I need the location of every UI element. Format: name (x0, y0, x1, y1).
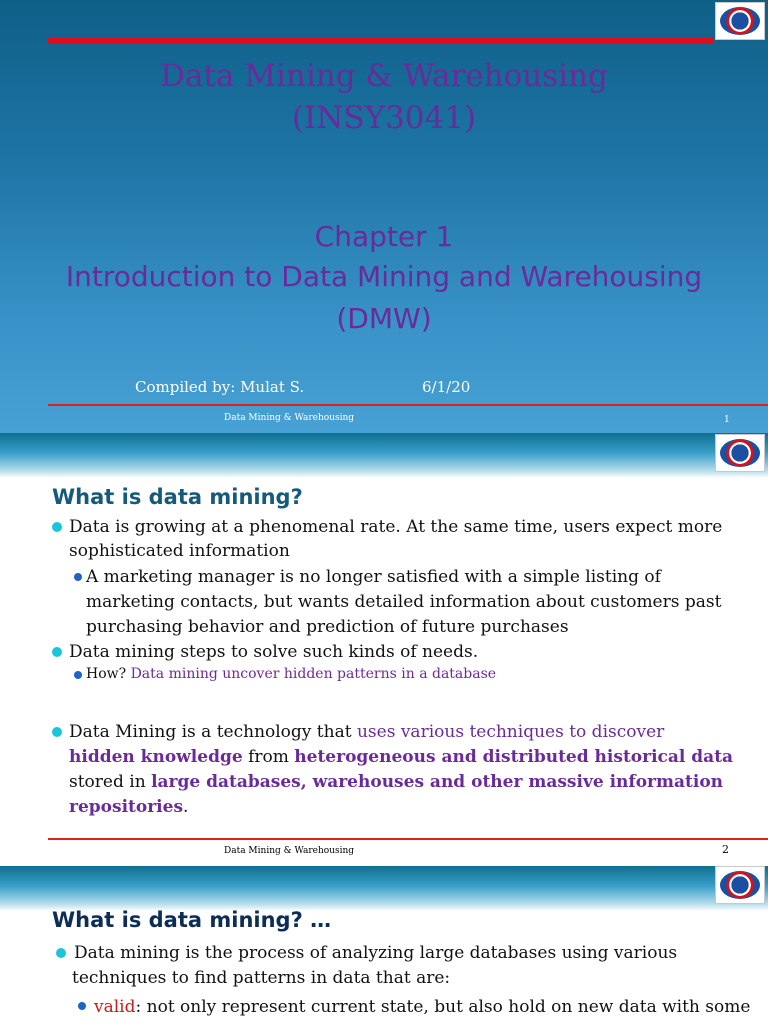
bullet-text: hidden knowledge from heterogeneous and distributed historical data (69, 747, 734, 767)
university-logo-icon (715, 866, 765, 904)
bullet-dot-icon (52, 647, 62, 657)
footer-rule (48, 838, 768, 840)
sub-bullet-text: A marketing manager is no longer satisfied with a simple listing of (86, 567, 661, 587)
slide-3 (0, 866, 768, 1024)
bullet-text: sophisticated information (69, 541, 290, 561)
bullet-dot-icon (74, 573, 82, 581)
bullet-dot-icon (74, 671, 82, 679)
slide-1 (0, 0, 768, 433)
bullet-text: Data mining is the process of analyzing large databases using various (74, 943, 678, 963)
sub-bullet-text: valid: not only represent current state, but also hold on new data with some (94, 997, 751, 1017)
header-swoosh (0, 866, 768, 911)
slide-date: 6/1/20 (422, 378, 471, 396)
header-swoosh (0, 433, 768, 478)
sub-bullet-text: How? Data mining uncover hidden patterns in a database (86, 666, 497, 682)
compiled-by: Compiled by: Mulat S. (135, 378, 305, 396)
bullet-dot-icon (78, 1002, 86, 1010)
chapter-title: Introduction to Data Mining and Warehousing (65, 260, 703, 293)
university-logo-icon (715, 2, 765, 40)
bullet-text: Data mining steps to solve such kinds of needs. (69, 642, 479, 662)
bullet-text: Data Mining is a technology that uses various techniques to discover (69, 722, 665, 742)
footer-rule (48, 404, 768, 406)
course-title: Data Mining & Warehousing (160, 58, 608, 94)
page-number: 2 (722, 843, 729, 856)
bullet-text: repositories. (69, 797, 189, 817)
footer-label: Data Mining & Warehousing (224, 413, 355, 423)
footer-label: Data Mining & Warehousing (224, 846, 355, 856)
bullet-text: Data is growing at a phenomenal rate. At the same time, users expect more (69, 517, 723, 537)
bullet-text: techniques to find patterns in data that are: (72, 968, 451, 988)
header-red-bar (48, 38, 713, 44)
bullet-text: stored in large databases, warehouses and other massive information (69, 772, 724, 792)
sub-bullet-text: purchasing behavior and prediction of future purchases (86, 617, 569, 637)
chapter-abbrev: (DMW) (336, 302, 432, 335)
slide-heading: What is data mining? (52, 485, 303, 509)
bullet-dot-icon (52, 727, 62, 737)
sub-bullet-text: marketing contacts, but wants detailed information about customers past (86, 592, 722, 612)
slide-2 (0, 433, 768, 865)
slide-heading: What is data mining? … (52, 908, 332, 932)
bullet-dot-icon (52, 522, 62, 532)
course-code: (INSY3041) (291, 100, 477, 136)
bullet-dot-icon (56, 948, 66, 958)
chapter-label: Chapter 1 (314, 220, 454, 253)
university-logo-icon (715, 434, 765, 472)
page-number: 1 (724, 415, 730, 425)
